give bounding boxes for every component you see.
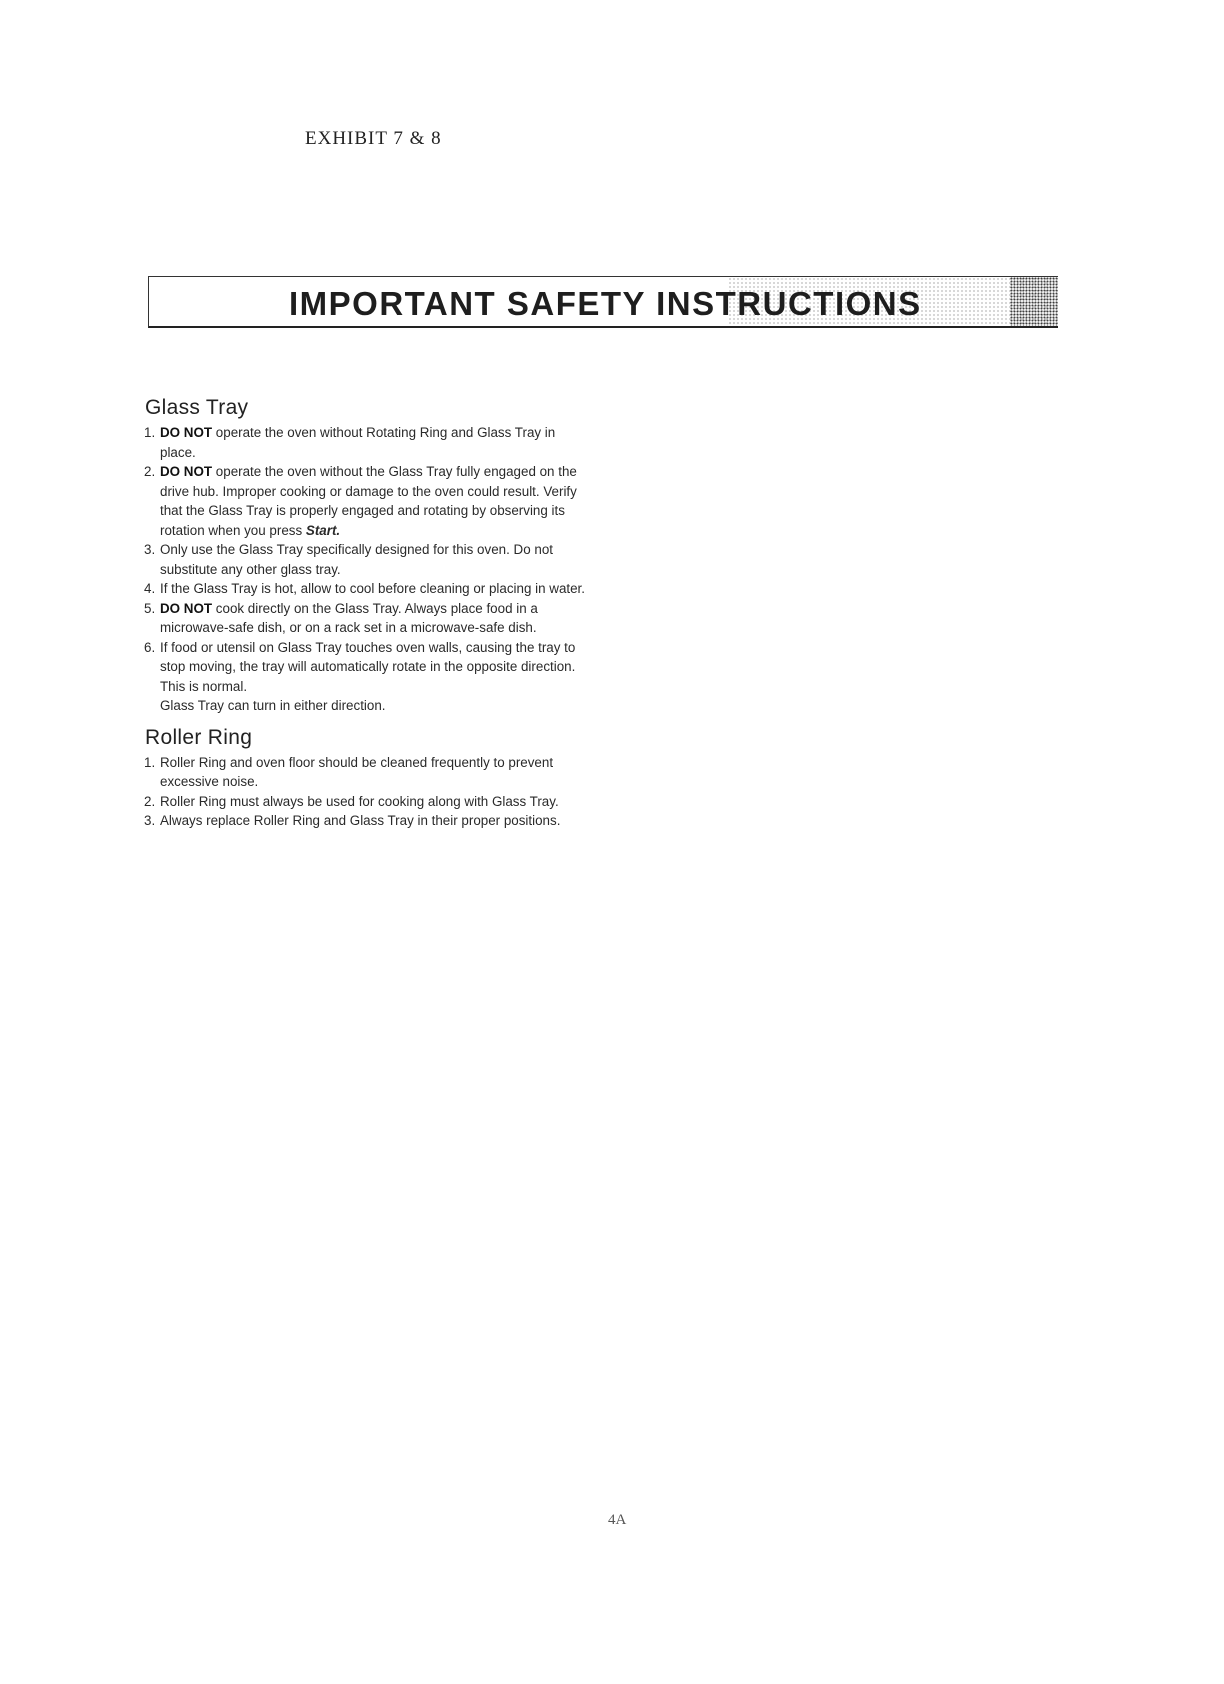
list-item: 4. If the Glass Tray is hot, allow to cool before cleaning or placing in water. xyxy=(144,581,586,596)
list-item: 2. Roller Ring must always be used for cooking along with Glass Tray. xyxy=(144,793,559,809)
instructions-content xyxy=(142,396,592,831)
glass-tray-list xyxy=(142,423,592,716)
list-item: 2. DO NOT operate the oven without the Glass Tray fully engaged on the drive hub. Improper cooking or damage to the oven could result. Verify that the Glass Tray is properly engaged and rotating by observing its rotation when you press Start. xyxy=(144,464,577,538)
page-number: 4A xyxy=(608,1512,627,1528)
list-item: 6. If food or utensil on Glass Tray touches oven walls, causing the tray to stop moving, the tray will automatically rotate in the opposite direction. This is normal. Glass Tray can turn in either direction. xyxy=(144,639,576,713)
list-item: 5. DO NOT cook directly on the Glass Tray. Always place food in a microwave-safe dish, or on a rack set in a microwave-safe dish. xyxy=(144,600,538,635)
roller-ring-section xyxy=(142,726,592,831)
roller-ring-list xyxy=(142,753,592,831)
list-item: 1. Roller Ring and oven floor should be cleaned frequently to prevent excessive noise. xyxy=(144,754,554,789)
glass-tray-section xyxy=(142,396,592,716)
banner-dark-pattern xyxy=(1010,277,1058,326)
exhibit-label: EXHIBIT 7 & 8 xyxy=(305,128,442,149)
list-item: 3. Always replace Roller Ring and Glass Tray in their proper positions. xyxy=(144,813,561,828)
section-heading-glass-tray: Glass Tray xyxy=(145,396,249,419)
page-title: IMPORTANT SAFETY INSTRUCTIONS xyxy=(289,285,922,322)
section-heading-roller-ring: Roller Ring xyxy=(145,725,253,749)
list-item: 1. DO NOT operate the oven without Rotating Ring and Glass Tray in place. xyxy=(144,425,556,460)
title-banner xyxy=(148,276,1058,328)
list-item: 3. Only use the Glass Tray specifically designed for this oven. Do not substitute any other glass tray. xyxy=(144,542,553,577)
